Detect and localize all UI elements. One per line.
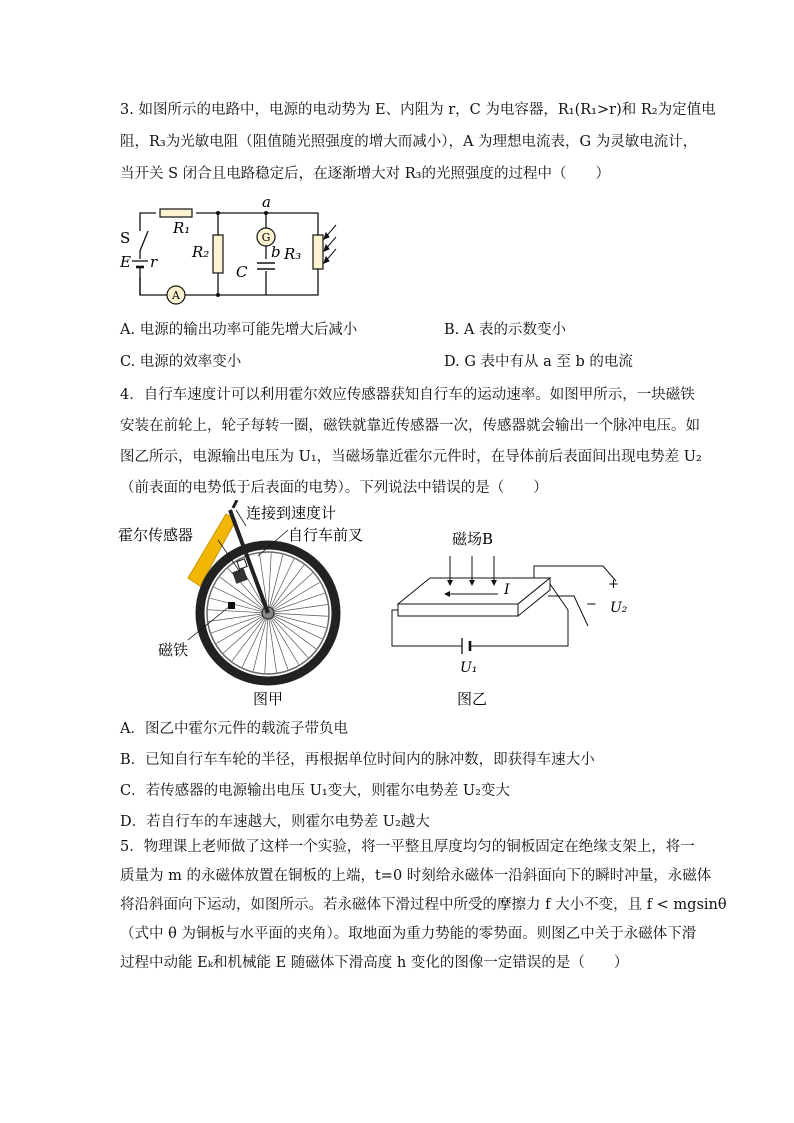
q3-line-2: 阻，R₃为光敏电阻（阻值随光照强度的增大而减小），A 为理想电流表，G 为灵敏电流计，: [120, 134, 698, 150]
q5-line-3: 将沿斜面向下运动，如图所示。若永磁体下滑过程中所受的摩擦力 f 大小不变，且 f < mgsinθ: [120, 897, 727, 913]
label-r: r: [150, 253, 158, 271]
wheel-spoke: [268, 555, 283, 613]
wheel-spoke: [268, 613, 316, 649]
wheel-spoke: [223, 613, 268, 653]
label-a: a: [262, 195, 271, 211]
wheel-spoke: [268, 573, 313, 613]
label-magnetic-field: 磁场B: [452, 530, 494, 548]
label-current-i: I: [504, 582, 510, 598]
wheel-spoke: [209, 613, 268, 622]
label-u2: U₂: [610, 600, 628, 616]
hall-sensor: [232, 568, 247, 583]
galvanometer-label: G: [261, 231, 271, 244]
q4-option-d[interactable]: D．若自行车的车速越大，则霍尔电势差 U₂越大: [120, 814, 430, 830]
wheel-spoke: [268, 553, 271, 613]
q3-option-c[interactable]: C. 电源的效率变小: [120, 354, 242, 370]
wheel-spoke: [268, 613, 277, 672]
q5-line-5: 过程中动能 Eₖ和机械能 E 随磁体下滑高度 h 变化的图像一定错误的是（ ）: [120, 955, 629, 971]
q5-line-1: 5．物理课上老师做了这样一个实验，将一平整且厚度均匀的铜板固定在绝缘支架上，将一: [120, 839, 695, 855]
q3-option-b[interactable]: B. A 表的示数变小: [444, 322, 566, 338]
wheel-spoke: [210, 598, 268, 613]
label-hall-sensor: 霍尔传感器: [118, 526, 194, 544]
q3-line-3: 当开关 S 闭合且电路稳定后，在逐渐增大对 R₃的光照强度的过程中（ ）: [120, 166, 610, 182]
wheel-spoke: [232, 613, 268, 661]
figure-yi-hall-element: [388, 526, 638, 710]
wheel-spoke: [268, 613, 308, 658]
wheel-spoke: [268, 565, 304, 613]
q4-option-b[interactable]: B．已知自行车车轮的半径，再根据单位时间内的脉冲数，即获得车速大小: [120, 752, 595, 768]
caption-jia: 图甲: [252, 690, 284, 708]
magnet: [228, 602, 235, 609]
q4-line-4: （前表面的电势低于后表面的电势）。下列说法中错误的是（ ）: [120, 480, 548, 496]
label-e: E: [120, 253, 131, 271]
figure-jia-bicycle-wheel: [118, 500, 368, 710]
wheel-spoke: [208, 610, 268, 613]
wheel-spoke: [268, 604, 327, 613]
light-arrows: [324, 225, 336, 263]
r3-photoresistor: [313, 235, 323, 269]
label-magnet: 磁铁: [158, 641, 189, 659]
label-front-fork: 自行车前叉: [288, 526, 364, 544]
label-b: b: [271, 243, 281, 261]
q3-circuit-diagram: [118, 195, 338, 305]
label-r2: R₂: [192, 243, 210, 261]
wheel-spoke: [268, 613, 328, 616]
label-plus: +: [608, 577, 619, 592]
label-u1: U₁: [460, 660, 478, 676]
q4-option-a[interactable]: A．图乙中霍尔元件的载流子带负电: [120, 721, 348, 737]
q4-option-c[interactable]: C．若传感器的电源输出电压 U₁变大，则霍尔电势差 U₂变大: [120, 783, 510, 799]
q3-line-1: 3. 如图所示的电路中，电源的电动势为 E、内阻为 r，C 为电容器，R₁(R₁>r)和 R₂为定值电: [120, 102, 716, 118]
r1-resistor: [160, 209, 192, 217]
q3-option-a[interactable]: A. 电源的输出功率可能先增大后减小: [120, 322, 358, 338]
wheel-spoke: [268, 613, 326, 628]
q3-option-d[interactable]: D. G 表中有从 a 至 b 的电流: [444, 354, 633, 370]
label-minus: −: [586, 597, 597, 612]
label-connect-speedometer: 连接到速度计: [246, 504, 337, 522]
q4-line-1: 4．自行车速度计可以利用霍尔效应传感器获知自行车的运动速率。如图甲所示，一块磁铁: [120, 387, 695, 403]
wheel-spoke: [253, 613, 268, 671]
caption-yi: 图乙: [456, 690, 488, 708]
label-c: C: [236, 263, 248, 281]
q5-line-2: 质量为 m 的永磁体放置在铜板的上端，t=0 时刻给永磁体一沿斜面向下的瞬时冲量，永磁体: [120, 868, 712, 884]
q4-line-2: 安装在前轮上，轮子每转一圈，磁铁就靠近传感器一次，传感器就会输出一个脉冲电压。如: [120, 418, 700, 434]
q4-line-3: 图乙所示，电源输出电压为 U₁，当磁场靠近霍尔元件时，在导体前后表面间出现电势差 U₂: [120, 449, 702, 465]
label-r1: R₁: [173, 219, 191, 237]
r2-resistor: [213, 235, 223, 273]
label-s: S: [120, 229, 131, 247]
label-r3: R₃: [284, 245, 302, 263]
ammeter-label: A: [172, 289, 180, 302]
q5-line-4: （式中 θ 为铜板与水平面的夹角）。取地面为重力势能的零势面。则图乙中关于永磁体下滑: [120, 926, 697, 942]
wheel-spoke: [265, 613, 268, 673]
